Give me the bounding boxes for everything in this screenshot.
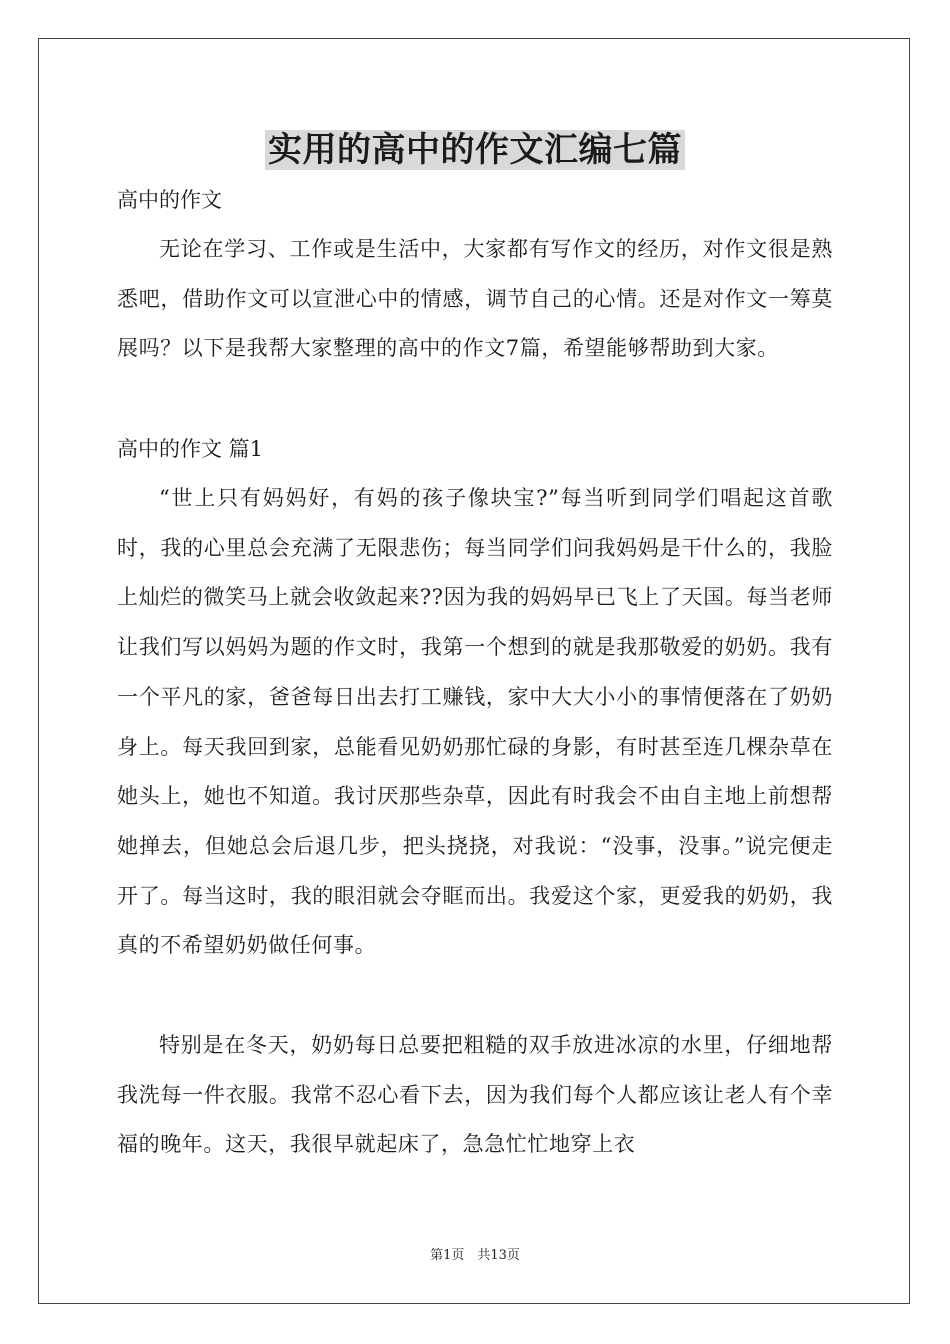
document-title-text: 实用的高中的作文汇编七篇 bbox=[265, 130, 685, 170]
document-title bbox=[0, 124, 950, 176]
body-paragraph-2: 特别是在冬天，奶奶每日总要把粗糙的双手放进冰凉的水里，仔细地帮我洗每一件衣服。我常不忍心看下去，因为我们每个人都应该让老人有个幸福的晚年。这天，我很早就起床了，急急忙忙地穿上衣 bbox=[117, 1033, 833, 1157]
section-label: 高中的作文 bbox=[117, 188, 222, 212]
intro-paragraph: 无论在学习、工作或是生活中，大家都有写作文的经历，对作文很是熟悉吧，借助作文可以宣泄心中的情感，调节自己的心情。还是对作文一筹莫展吗？以下是我帮大家整理的高中的作文7篇，希望能够帮助到大家。 bbox=[117, 237, 833, 361]
body-paragraph-1: “世上只有妈妈好，有妈的孩子像块宝?”每当听到同学们唱起这首歌时，我的心里总会充满了无限悲伤；每当同学们问我妈妈是干什么的，我脸上灿烂的微笑马上就会收敛起来??因为我的妈妈早已飞上了天国。每当老师让我们写以妈妈为题的作文时，我第一个想到的就是我那敬爱的奶奶。我有一个平凡的家，爸爸每日出去打工赚钱，家中大大小小的事情便落在了奶奶身上。每天我回到家，总能看见奶奶那忙碌的身影，有时甚至连几棵杂草在她头上，她也不知道。我讨厌那些杂草，因此有时我会不由自主地上前想帮她掸去，但她总会后退几步，把头挠挠，对我说：“没事，没事。”说完便走开了。每当这时，我的眼泪就会夺眶而出。我爱这个家，更爱我的奶奶，我真的不希望奶奶做任何事。 bbox=[117, 486, 833, 958]
page-footer: 第1页 共13页 bbox=[430, 1248, 520, 1263]
essay-heading: 高中的作文 篇1 bbox=[117, 437, 264, 461]
